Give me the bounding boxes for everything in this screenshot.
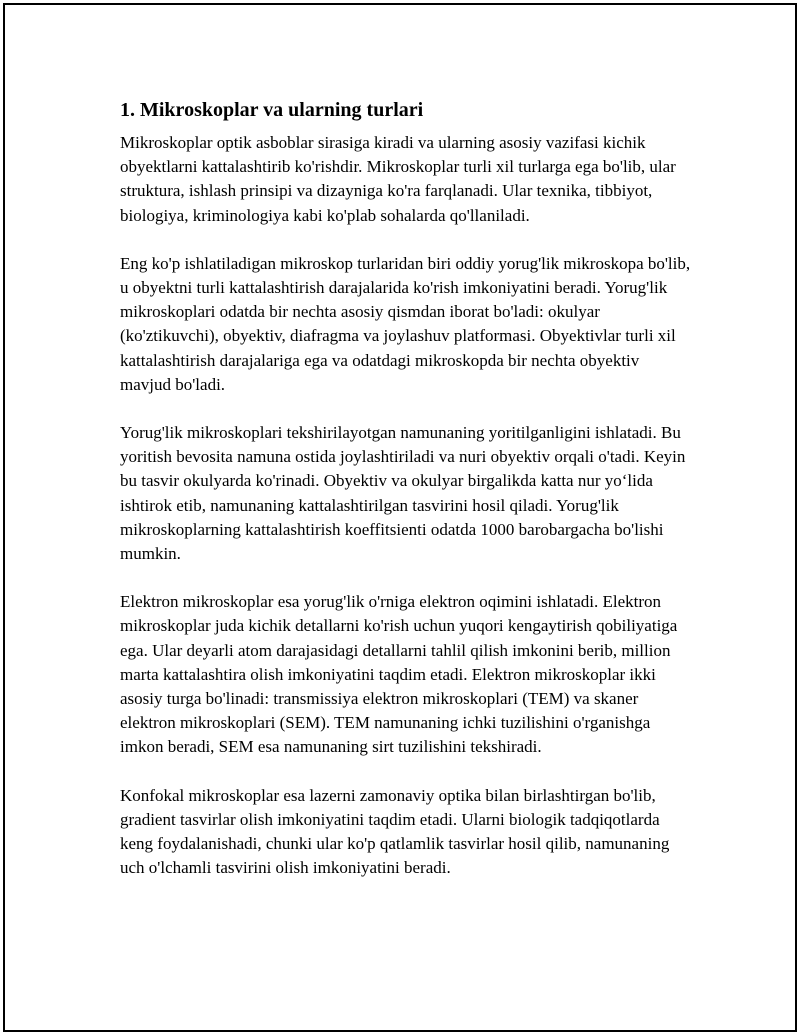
page-frame — [3, 3, 797, 1032]
paragraph-intro: Mikroskoplar optik asboblar sirasiga kiradi va ularning asosiy vazifasi kichik obyektlarni kattalashtirib ko'rishdir. Mikroskoplar turli xil turlarga ega bo'lib, ular struktura, ishlash prinsipi va dizayniga ko'ra farqlanadi. Ular texnika, tibbiyot, biologiya, kriminologiya kabi ko'plab sohalarda qo'llaniladi. — [120, 133, 676, 225]
paragraph-electron-microscope: Elektron mikroskoplar esa yorug'lik o'rniga elektron oqimini ishlatadi. Elektron mikroskoplar juda kichik detallarni ko'rish uchun yuqori kengaytirish qobiliyatiga ega. Ular deyarli atom darajasidagi detallarni tahlil qilish imkonini berib, million marta kattalashtira olish imkoniyatini taqdim etadi. Elektron mikroskoplar ikki asosiy turga bo'linadi: transmissiya elektron mikroskoplari (TEM) va skaner elektron mikroskoplari (SEM). TEM namunaning ichki tuzilishini o'rganishga imkon beradi, SEM esa namunaning sirt tuzilishini tekshiradi. — [120, 592, 678, 757]
section-heading: 1. Mikroskoplar va ularning turlari — [120, 99, 424, 121]
paragraph-light-microscope: Eng ko'p ishlatiladigan mikroskop turlaridan biri oddiy yorug'lik mikroskopa bo'lib, u obyektni turli kattalashtirish darajalarida ko'rish imkoniyatini beradi. Yorug'lik mikroskoplari odatda bir nechta asosiy qismdan iborat bo'ladi: okulyar (ko'ztikuvchi), obyektiv, diafragma va joylashuv platformasi. Obyektivlar turli xil kattalashtirish darajalariga ega va odatdagi mikroskopda bir nechta obyektiv mavjud bo'ladi. — [120, 253, 691, 394]
document-body — [120, 95, 692, 904]
paragraph-confocal-microscope: Konfokal mikroskoplar esa lazerni zamonaviy optika bilan birlashtirgan bo'lib, gradient tasvirlar olish imkoniyatini taqdim etadi. Ularni biologik tadqiqotlarda keng foydalanishadi, chunki ular ko'p qatlamlik tasvirlar hosil qilib, namunaning uch o'lchamli tasvirini olish imkoniyatini beradi. — [120, 785, 670, 878]
paragraph-illumination: Yorug'lik mikroskoplari tekshirilayotgan namunaning yoritilganligini ishlatadi. Bu yoritish bevosita namuna ostida joylashtiriladi va nuri obyektiv orqali o'tadi. Keyin bu tasvir okulyarda ko'rinadi. Obyektiv va okulyar birgalikda katta nur yo‘lida ishtirok etib, namunaning kattalashtirilgan tasvirini hosil qiladi. Yorug'lik mikroskoplarning kattalashtirish koeffitsienti odatda 1000 barobargacha bo'lishi mumkin. — [120, 423, 686, 564]
